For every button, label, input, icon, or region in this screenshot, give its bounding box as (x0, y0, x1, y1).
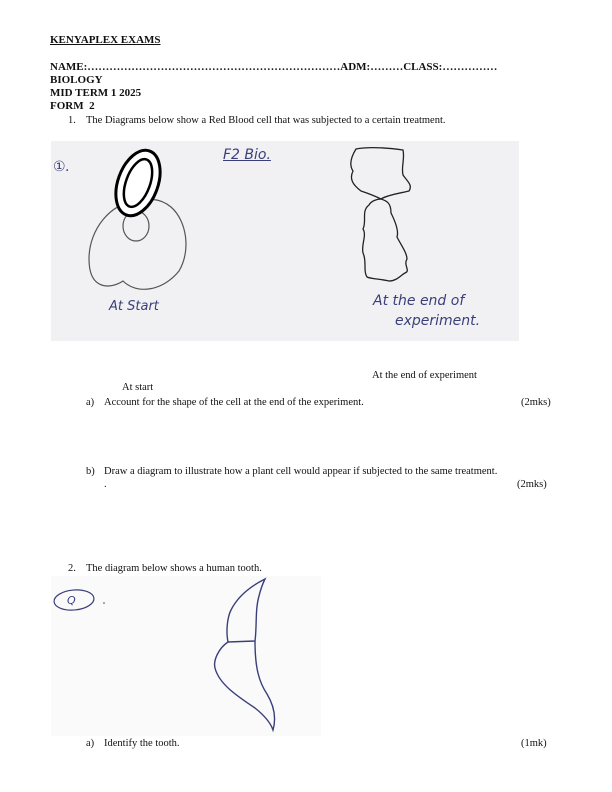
q1a-marks: (2mks) (521, 397, 551, 408)
form-label: FORM 2 (50, 100, 95, 112)
q1a-text: Account for the shape of the cell at the end of the experiment. (104, 397, 364, 408)
q2a-text: Identify the tooth. (104, 738, 180, 749)
q1a-label: a) (86, 397, 95, 408)
q1b-label: b) (86, 466, 95, 477)
q1b-dot: . (104, 479, 107, 490)
caption-at-start: At start (122, 382, 154, 393)
handwritten-at-end-line1: At the end of (373, 293, 465, 309)
caption-at-end: At the end of experiment (372, 370, 477, 381)
question-1-number: 1. (68, 115, 76, 126)
svg-text:Q: Q (67, 594, 76, 607)
q1b-marks: (2mks) (517, 479, 547, 490)
handwritten-at-end-line2: experiment. (395, 313, 481, 329)
subject-label: BIOLOGY (50, 74, 103, 86)
handwritten-at-start: At Start (109, 299, 159, 314)
tooth-root (215, 641, 275, 730)
question-2-text: The diagram below shows a human tooth. (86, 563, 262, 574)
tooth-drawing (51, 576, 321, 736)
q2a-label: a) (86, 738, 95, 749)
crenated-cell-bottom (363, 199, 408, 281)
red-blood-cell-photo (51, 141, 519, 341)
exam-label: MID TERM 1 2025 (50, 87, 142, 99)
name-adm-class-line: NAME:……………………………………………………………ADM:………CLASS:…………… (50, 61, 498, 73)
tooth-crown (227, 579, 265, 642)
exam-title: KENYAPLEX EXAMS (50, 34, 161, 46)
handwritten-title: F2 Bio. (223, 147, 271, 163)
q2a-marks: (1mk) (521, 738, 547, 749)
question-2-number: 2. (68, 563, 76, 574)
tooth-photo (51, 576, 321, 736)
handwritten-q1-number: ①. (53, 159, 71, 175)
crenated-cell-top (351, 148, 410, 199)
question-1-text: The Diagrams below show a Red Blood cell that was subjected to a certain treatment. (86, 115, 446, 126)
q1b-text: Draw a diagram to illustrate how a plant cell would appear if subjected to the same treatment. (104, 466, 498, 477)
